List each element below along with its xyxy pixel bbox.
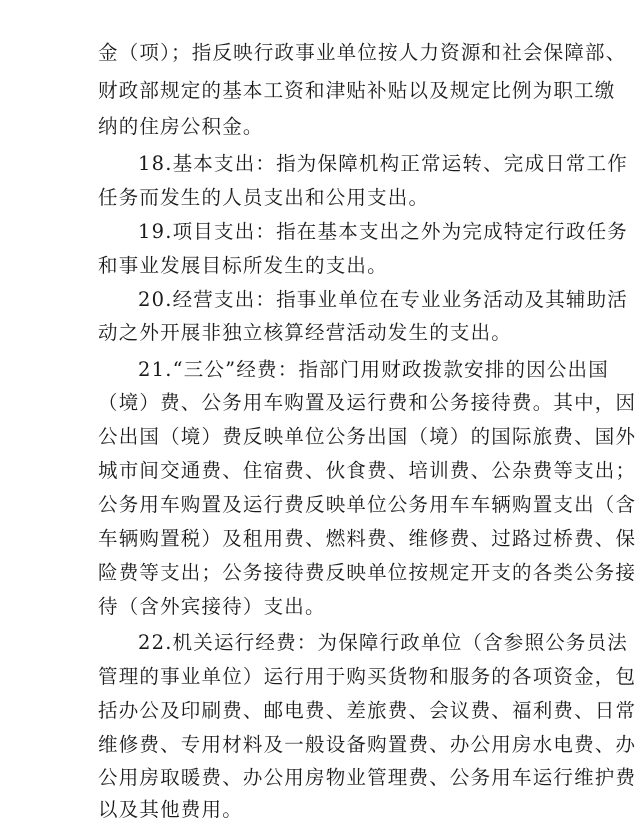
text-line: 金（项）；指反映行政事业单位按人力资源和社会保障部、 [98, 41, 627, 64]
text-line: 维修费、专用材料及一般设备购置费、办公用房水电费、办 [98, 733, 637, 756]
text-line: 任务而发生的人员支出和公用支出。 [98, 186, 430, 209]
text-line: 纳的住房公积金。 [98, 115, 264, 138]
paragraph-20-start: 20.经营支出：指事业单位在专业业务活动及其辅助活 [138, 288, 629, 311]
text-line: （境）费、公务用车购置及运行费和公务接待费。其中，因 [98, 391, 637, 414]
text-line: 动之外开展非独立核算经营活动发生的支出。 [98, 321, 513, 344]
text-line: 公务用车购置及运行费反映单位公务用车车辆购置支出（含 [98, 493, 637, 516]
paragraph-19-start: 19.项目支出：指在基本支出之外为完成特定行政任务 [138, 220, 629, 243]
paragraph-22-start: 22.机关运行经费：为保障行政单位（含参照公务员法 [138, 631, 629, 654]
paragraph-21-start: 21.“三公”经费：指部门用财政拨款安排的因公出国 [138, 358, 609, 381]
text-line: 公出国（境）费反映单位公务出国（境）的国际旅费、国外 [98, 425, 637, 448]
text-line: 待（含外宾接待）支出。 [98, 595, 326, 618]
text-line: 财政部规定的基本工资和津贴补贴以及规定比例为职工缴 [98, 79, 616, 102]
paragraph-18-start: 18.基本支出：指为保障机构正常运转、完成日常工作 [138, 152, 629, 175]
text-line: 城市间交通费、住宿费、伙食费、培训费、公杂费等支出； [98, 459, 637, 482]
text-line: 管理的事业单位）运行用于购买货物和服务的各项资金，包 [98, 665, 637, 688]
text-line: 公用房取暖费、办公用房物业管理费、公务用车运行维护费 [98, 766, 637, 789]
text-line: 险费等支出；公务接待费反映单位按规定开支的各类公务接 [98, 561, 637, 584]
text-line: 以及其他费用。 [98, 798, 243, 821]
text-line: 括办公及印刷费、邮电费、差旅费、会议费、福利费、日常 [98, 699, 637, 722]
text-line: 和事业发展目标所发生的支出。 [98, 254, 388, 277]
text-line: 车辆购置税）及租用费、燃料费、维修费、过路过桥费、保 [98, 527, 637, 550]
